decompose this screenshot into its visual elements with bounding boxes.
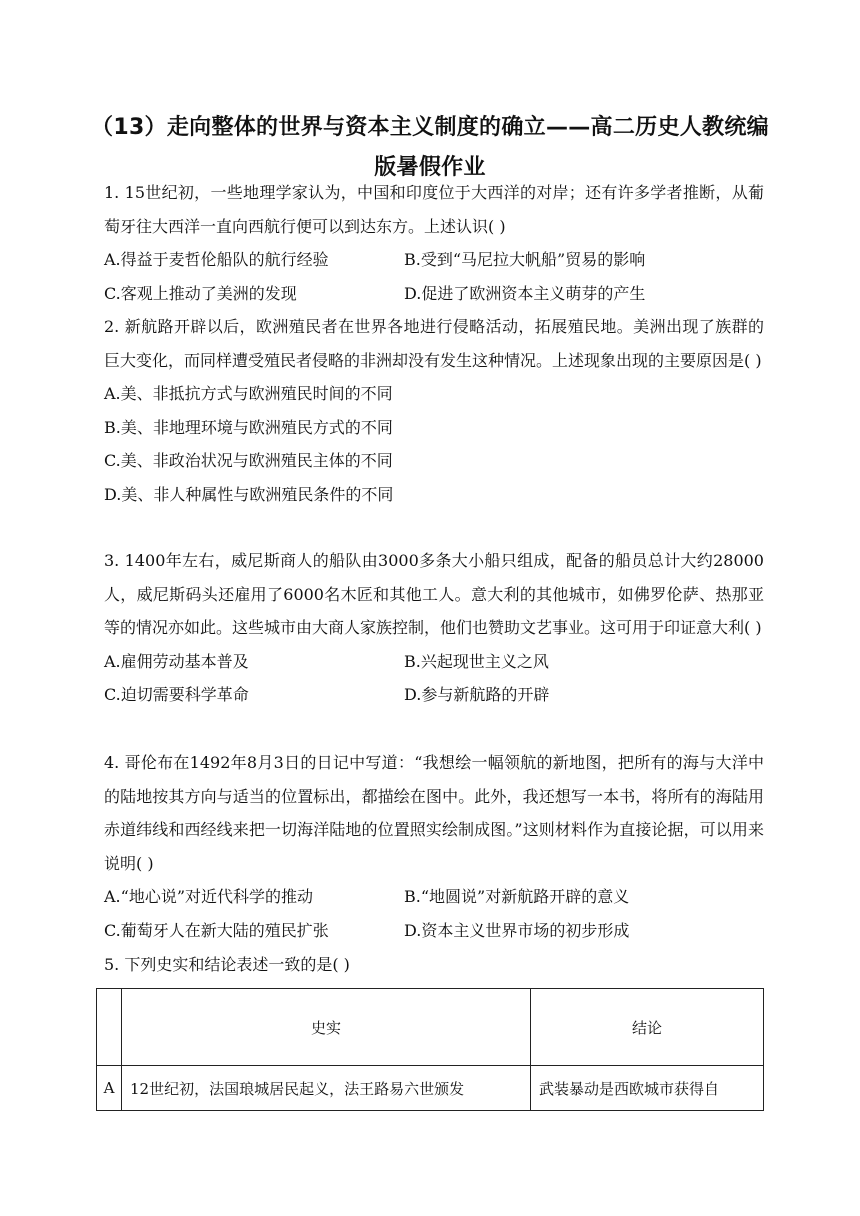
option-b: B.受到“马尼拉大帆船”贸易的影响 — [404, 250, 646, 270]
option-d: D.美、非人种属性与欧洲殖民条件的不同 — [104, 484, 394, 504]
option-d: D.资本主义世界市场的初步形成 — [404, 920, 630, 940]
table-cell-conclusion: 武装暴动是西欧城市获得自 — [531, 1066, 764, 1111]
question-4-stem: 4. 哥伦布在1492年8月3日的日记中写道：“我想绘一幅领航的新地图，把所有的海与大洋中的陆地按其方向与适当的位置标出，都描绘在图中。此外，我还想写一本书，将所有的海陆用赤道纬线和西经线来把一切海洋陆地的位置照实绘制成图。”这则材料作为直接论据，可以用来说明( ) — [104, 753, 764, 873]
options-row — [104, 678, 764, 712]
options-row — [104, 377, 764, 411]
option-a: A.得益于麦哲伦船队的航行经验 — [104, 250, 329, 270]
options-row — [104, 444, 764, 478]
question-4 — [104, 746, 764, 948]
option-b: B.“地圆说”对新航路开辟的意义 — [404, 887, 630, 907]
table-header-fact: 史实 — [122, 989, 531, 1066]
options-row — [104, 243, 764, 277]
question-1-stem: 1. 15世纪初，一些地理学家认为，中国和印度位于大西洋的对岸；还有许多学者推断，从葡萄牙往大西洋一直向西航行便可以到达东方。上述认识( ) — [104, 183, 764, 236]
options-row — [104, 914, 764, 948]
table-row — [97, 1066, 764, 1111]
question-1 — [104, 176, 764, 310]
option-b: B.兴起现世主义之风 — [404, 651, 549, 671]
table-header-conclusion: 结论 — [531, 989, 764, 1066]
table-cell-label: A — [97, 1066, 122, 1111]
page-title: （13）走向整体的世界与资本主义制度的确立——高二历史人教统编版暑假作业 — [91, 115, 769, 180]
options-row — [104, 411, 764, 445]
options-row — [104, 880, 764, 914]
facts-table — [96, 988, 764, 1111]
option-c: C.美、非政治状况与欧洲殖民主体的不同 — [104, 451, 393, 471]
option-a: A.美、非抵抗方式与欧洲殖民时间的不同 — [104, 384, 393, 404]
question-5-stem: 5. 下列史实和结论表述一致的是( ) — [104, 955, 350, 974]
question-2-stem: 2. 新航路开辟以后，欧洲殖民者在世界各地进行侵略活动，拓展殖民地。美洲出现了族群的巨大变化，而同样遭受殖民者侵略的非洲却没有发生这种情况。上述现象出现的主要原因是( ) — [104, 317, 764, 370]
option-a: A.“地心说”对近代科学的推动 — [104, 887, 314, 907]
option-a: A.雇佣劳动基本普及 — [104, 651, 249, 671]
question-5 — [104, 948, 764, 982]
option-b: B.美、非地理环境与欧洲殖民方式的不同 — [104, 417, 393, 437]
table-cell-fact: 12世纪初，法国琅城居民起义，法王路易六世颁发 — [122, 1066, 531, 1111]
options-row — [104, 645, 764, 679]
option-d: D.参与新航路的开辟 — [404, 685, 550, 705]
question-2 — [104, 310, 764, 512]
question-3 — [104, 544, 764, 712]
question-3-stem: 3. 1400年左右，威尼斯商人的船队由3000多条大小船只组成，配备的船员总计大约28000人，威尼斯码头还雇用了6000名木匠和其他工人。意大利的其他城市，如佛罗伦萨、热那亚等的情况亦如此。这些城市由大商人家族控制，他们也赞助文艺事业。这可用于印证意大利( ) — [104, 551, 764, 638]
options-row — [104, 277, 764, 311]
option-c: C.迫切需要科学革命 — [104, 685, 249, 705]
options-row — [104, 478, 764, 512]
option-c: C.葡萄牙人在新大陆的殖民扩张 — [104, 920, 329, 940]
option-c: C.客观上推动了美洲的发现 — [104, 283, 297, 303]
table-header-label — [97, 989, 122, 1066]
option-d: D.促进了欧洲资本主义萌芽的产生 — [404, 283, 646, 303]
table-header-row — [97, 989, 764, 1066]
